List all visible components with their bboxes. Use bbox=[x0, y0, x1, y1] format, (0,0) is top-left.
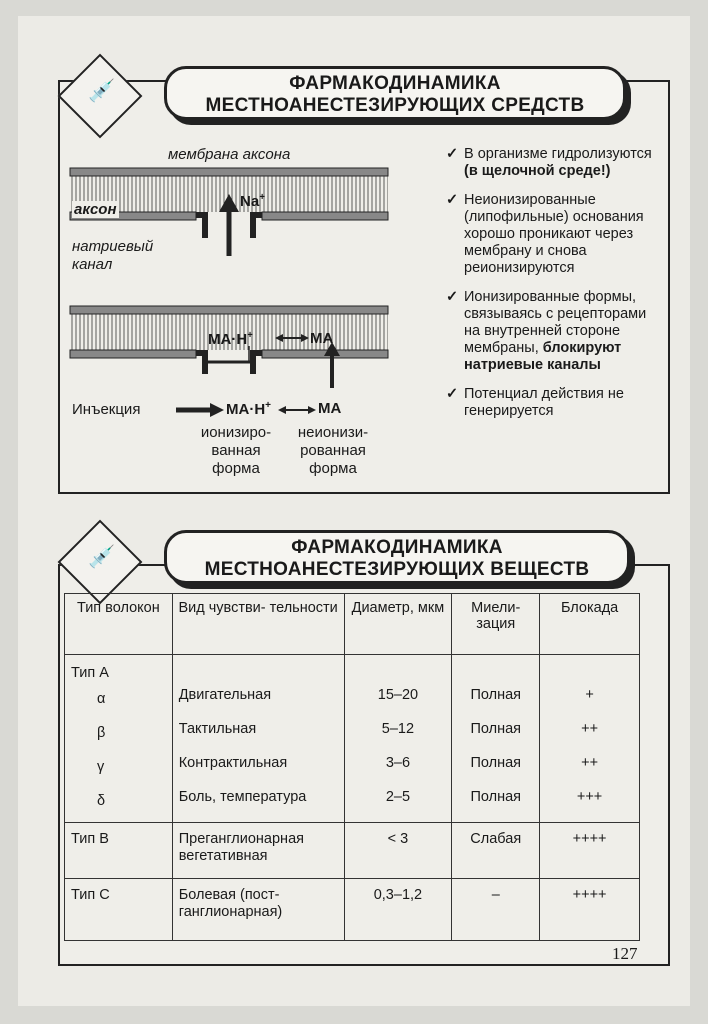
ma-h-top-label: МА·Н+ bbox=[208, 330, 253, 348]
section1-title bbox=[164, 66, 626, 120]
type-b-block-cell: ++++ bbox=[540, 823, 640, 879]
type-a-cell: Тип А α β γ δ bbox=[65, 655, 173, 823]
type-c-sense-cell: Болевая (пост- ганглионарная) bbox=[172, 879, 344, 941]
table-row bbox=[65, 879, 640, 941]
type-a-block-cell: + ++ ++ +++ bbox=[540, 655, 640, 823]
syringe-icon: 💉 bbox=[88, 544, 116, 569]
nonionized-form-label: неионизи- рованная форма bbox=[297, 424, 369, 477]
type-b-cell: Тип В bbox=[65, 823, 173, 879]
type-c-myel-cell: – bbox=[452, 879, 540, 941]
section1-title-line1: ФАРМАКОДИНАМИКА bbox=[289, 73, 501, 94]
ma-bottom-label: МА bbox=[318, 400, 342, 417]
ma-top-label: МА bbox=[310, 330, 334, 347]
check-icon: ✓ bbox=[446, 289, 459, 305]
fiber-table bbox=[64, 593, 640, 941]
table-row bbox=[65, 655, 640, 823]
section2-title bbox=[164, 530, 630, 584]
check-icon: ✓ bbox=[446, 192, 459, 208]
type-b-sense-cell: Преганглионарная вегетативная bbox=[172, 823, 344, 879]
type-c-cell: Тип С bbox=[65, 879, 173, 941]
section1-title-line2: МЕСТНОАНЕСТЕЗИРУЮЩИХ СРЕДСТВ bbox=[205, 95, 585, 116]
bullet-4: ✓ Потенциал действия не генерируется bbox=[446, 386, 624, 419]
check-icon: ✓ bbox=[446, 146, 459, 162]
ma-h-bottom-label: МА·Н+ bbox=[226, 400, 271, 418]
type-a-diameter-cell: 15–20 5–12 3–6 2–5 bbox=[344, 655, 452, 823]
type-b-diameter-cell: < 3 bbox=[344, 823, 452, 879]
col-header-myelination: Миели- зация bbox=[452, 594, 540, 655]
section2-title-line1: ФАРМАКОДИНАМИКА bbox=[291, 537, 503, 558]
membrane-label: мембрана аксона bbox=[168, 146, 291, 163]
col-header-sensitivity: Вид чувстви- тельности bbox=[172, 594, 344, 655]
table-row bbox=[65, 823, 640, 879]
bullet-3: ✓ Ионизированные формы, связываясь с рецепторами на внутренней стороне мембраны, блокируют натриевые каналы bbox=[446, 289, 647, 373]
check-icon: ✓ bbox=[446, 386, 459, 402]
channel-label-1: натриевый bbox=[72, 238, 154, 255]
type-c-block-cell: ++++ bbox=[540, 879, 640, 941]
page-number: 127 bbox=[612, 944, 638, 963]
bullet-1: ✓ В организме гидролизуются (в щелочной среде!) bbox=[446, 146, 652, 179]
bullet-2: ✓ Неионизированные (липофильные) основания хорошо проникают через мембрану и снова реионизируются bbox=[446, 192, 644, 276]
na-label: Na+ bbox=[240, 192, 266, 210]
section1-bullets bbox=[446, 146, 656, 432]
col-header-block: Блокада bbox=[540, 594, 640, 655]
syringe-icon: 💉 bbox=[88, 78, 116, 103]
type-c-diameter-cell: 0,3–1,2 bbox=[344, 879, 452, 941]
table-header-row bbox=[65, 594, 640, 655]
type-a-sense-cell: Двигательная Тактильная Контрактильная Боль, температура bbox=[172, 655, 344, 823]
col-header-type: Тип волокон bbox=[65, 594, 173, 655]
col-header-diameter: Диаметр, мкм bbox=[344, 594, 452, 655]
channel-label-2: канал bbox=[72, 256, 113, 273]
ionized-form-label: ионизиро- ванная форма bbox=[200, 424, 272, 477]
type-b-myel-cell: Слабая bbox=[452, 823, 540, 879]
injection-label: Инъекция bbox=[72, 401, 141, 418]
axon-label: аксон bbox=[74, 201, 117, 218]
section2-title-line2: МЕСТНОАНЕСТЕЗИРУЮЩИХ ВЕЩЕСТВ bbox=[204, 559, 590, 580]
type-a-myel-cell: Полная Полная Полная Полная bbox=[452, 655, 540, 823]
